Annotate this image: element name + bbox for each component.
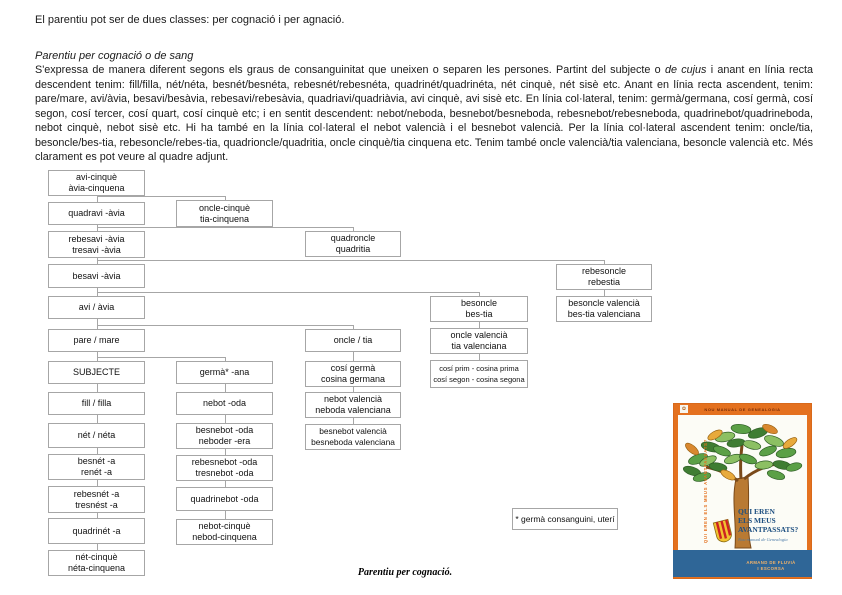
tree-node-label: nebot-cinquè [198, 521, 251, 531]
tree-node-n24 [305, 392, 401, 418]
publisher-logo-icon: ✿ [681, 406, 687, 412]
tree-node-label: nét-cinquè [75, 552, 118, 562]
tree-node-label: besnebot -oda [195, 425, 254, 435]
tree-node-n3 [48, 231, 145, 258]
tree-node-n9 [48, 423, 145, 448]
tree-node-label: tia valenciana [451, 341, 507, 351]
tree-node-label: SUBJECTE [72, 367, 120, 377]
tree-connector [479, 354, 480, 360]
tree-node-label: rebestia [587, 277, 621, 287]
tree-connector [97, 415, 98, 423]
tree-node-label: quadrinebot -oda [190, 493, 259, 504]
footnote-text: * germà consanguini, uterí [515, 514, 615, 524]
tree-node-label: germà* -ana [199, 367, 250, 377]
tree-node-label: rebesavi -àvia [68, 233, 125, 244]
tree-node-label: néta-cinquena [67, 563, 126, 573]
tree-node-label: cosí prim - cosina prima [439, 364, 519, 373]
tree-node-n21 [305, 231, 401, 257]
tree-connector [225, 415, 226, 423]
tree-node-label: quadritia [335, 244, 371, 254]
tree-connector [97, 480, 98, 486]
tree-connector [97, 260, 605, 261]
tree-node-n7 [48, 361, 145, 384]
tree-connector [479, 322, 480, 328]
book-cover [673, 403, 812, 579]
tree-node-n2 [48, 202, 145, 225]
book-spine-text: QUI EREN ELS MEUS AVANTPASSATS? [703, 438, 708, 544]
tree-node-label: cosí germà [330, 363, 376, 373]
tree-node-n23 [305, 361, 401, 387]
tree-node-n22 [305, 329, 401, 352]
tree-node-label: oncle valencià [450, 330, 508, 340]
book-top-band: NOU MANUAL DE GENEALOGIA [704, 406, 781, 412]
tree-connector [97, 357, 225, 358]
tree-node-n1 [48, 170, 145, 196]
tree-connector [225, 196, 226, 200]
tree-node-label: quadroncle [330, 233, 376, 243]
tree-node-label: avi / àvia [78, 302, 115, 312]
tree-node-n13 [48, 550, 145, 576]
tree-node-label: besnebot valencià [319, 426, 387, 436]
tree-node-n6 [48, 329, 145, 352]
tree-node-label: rebesnét -a [73, 488, 120, 499]
tree-node-n18 [176, 455, 273, 481]
tree-connector [479, 292, 480, 296]
tree-node-label: tresnebot -oda [195, 468, 254, 478]
tree-node-label: neboda valenciana [315, 405, 391, 415]
tree-node-label: nebod-cinquena [192, 532, 257, 542]
tree-connector [353, 325, 354, 329]
book-author [735, 560, 807, 571]
tree-node-n28 [430, 360, 528, 388]
tree-node-label: besnét -a [77, 456, 116, 466]
tree-connector [225, 357, 226, 361]
tree-node-n12 [48, 518, 145, 544]
tree-node-n4 [48, 264, 145, 288]
tree-node-label: tresavi -àvia [72, 244, 121, 255]
tree-node-label: pare / mare [73, 335, 120, 345]
tree-node-n25 [305, 424, 401, 450]
tree-node-label: avi-cinquè [75, 172, 118, 182]
tree-node-label: neboder -era [198, 436, 251, 446]
tree-connector [353, 227, 354, 231]
tree-node-label: besavi -àvia [72, 270, 121, 281]
tree-node-label: oncle / tia [333, 335, 373, 345]
body-text-segment: de cujus [664, 64, 707, 76]
tree-connector [225, 384, 226, 392]
tree-node-label: quadravi -àvia [68, 208, 125, 218]
tree-connector [97, 513, 98, 518]
tree-node-label: nebot valencià [323, 394, 383, 404]
book-title-line: ELS MEUS [738, 516, 776, 525]
tree-node-n26 [430, 296, 528, 322]
tree-node-n17 [176, 423, 273, 449]
tree-node-label: rebesnebot -oda [191, 457, 258, 467]
tree-node-n11 [48, 486, 145, 513]
body-text-segment: S'expressa de manera diferent segons els graus de consanguinitat que uneixen o separen les persones. Partint del subjecte o [35, 64, 665, 76]
tree-node-label: renét -a [80, 467, 113, 477]
intro-line: El parentiu pot ser de dues classes: per cognació i per agnació. [35, 14, 345, 26]
tree-node-label: besneboda valenciana [311, 437, 395, 447]
footnote-box [512, 508, 618, 530]
tree-node-label: àvia-cinquena [68, 183, 125, 193]
tree-node-label: tresnést -a [75, 499, 118, 510]
tree-node-n5 [48, 296, 145, 319]
tree-node-n16 [176, 392, 273, 415]
book-title-line: AVANTPASSATS? [738, 525, 799, 534]
tree-node-label: bes-tia [465, 309, 493, 319]
tree-node-label: cosí segon - cosina segona [433, 375, 525, 384]
tree-node-label: quadrinét -a [72, 525, 121, 536]
tree-connector [225, 481, 226, 487]
tree-connector [97, 448, 98, 454]
body-text-segment: i anant en línia recta descendent tenim: fill/filla, nét/néta, besnét/besnéta, rebesnét/rebesnéta, quadrinét/quadrinéta, nét cinquè, nét sisè etc. Anant en línia recta ascendent, tenim: pare/mare, avi/àvia, besavi/besàvia, rebesavi/rebesàvia, quadriavi/quadriàvia, avi cinquè, avi sisè etc. En línia col·lateral, tenim: germà/germana, cosí germà, cosí segon, cosí tercer, cosí quart, cosí cinquè etc; i en sentit descendent: nebot/neboda, besnebot/besneboda, rebesnebot/rebesneboda, quadrinebot/quadrineboda, nebot cinquè, nebot sisè etc. Hi ha també en la línia col·lateral el nebot valencià i el besnebot valencià. Per la línia col·lateral ascendent tenim: oncle/tia, besoncle/bes-tia, rebesoncle/rebes-tia, quadrioncle/quadritia, oncle cinquè/tia cinquena etc. Tenim també oncle valencià/tia valenciana, besoncle valencià etc. Més clarament es pot veure al quadre adjunt. [35, 64, 813, 163]
tree-node-label: rebesoncle [581, 266, 627, 276]
tree-connector [97, 292, 480, 293]
tree-connector [97, 325, 354, 326]
tree-node-n14 [176, 200, 273, 227]
tree-connector [97, 227, 354, 228]
tree-node-n8 [48, 392, 145, 415]
tree-node-label: nebot -oda [202, 398, 247, 408]
tree-node-n30 [556, 296, 652, 322]
book-author-line: I ESCORSA [757, 565, 785, 571]
tree-node-n27 [430, 328, 528, 354]
tree-connector [353, 352, 354, 361]
tree-node-label: besoncle valencià [568, 298, 640, 308]
tree-connector [97, 196, 225, 197]
tree-node-n29 [556, 264, 652, 290]
figure-caption: Parentiu per cognació. [357, 567, 453, 578]
tree-connector [353, 418, 354, 424]
book-title [738, 507, 804, 542]
tree-node-n15 [176, 361, 273, 384]
tree-node-label: nét / néta [77, 430, 116, 440]
tree-node-n19 [176, 487, 273, 511]
tree-node-label: oncle-cinquè [198, 202, 251, 213]
tree-node-n20 [176, 519, 273, 545]
book-title-line: QUI EREN [738, 507, 775, 516]
tree-node-n10 [48, 454, 145, 480]
tree-connector [225, 449, 226, 455]
tree-connector [604, 260, 605, 264]
tree-connector [225, 511, 226, 519]
tree-connector [97, 544, 98, 550]
book-author-line: ARMAND DE FLUVIÀ [746, 560, 796, 565]
section-heading: Parentiu per cognació o de sang [35, 50, 194, 62]
tree-node-label: fill / filla [81, 398, 112, 408]
tree-connector [604, 290, 605, 296]
book-subtitle: Nou manual de Genealogia [738, 537, 788, 542]
tree-connector [353, 387, 354, 392]
tree-connector [97, 384, 98, 392]
tree-node-label: besoncle [460, 298, 498, 308]
tree-node-label: tia-cinquena [199, 213, 250, 224]
tree-node-label: cosina germana [320, 374, 386, 384]
tree-node-label: bes-tia valenciana [567, 309, 641, 319]
